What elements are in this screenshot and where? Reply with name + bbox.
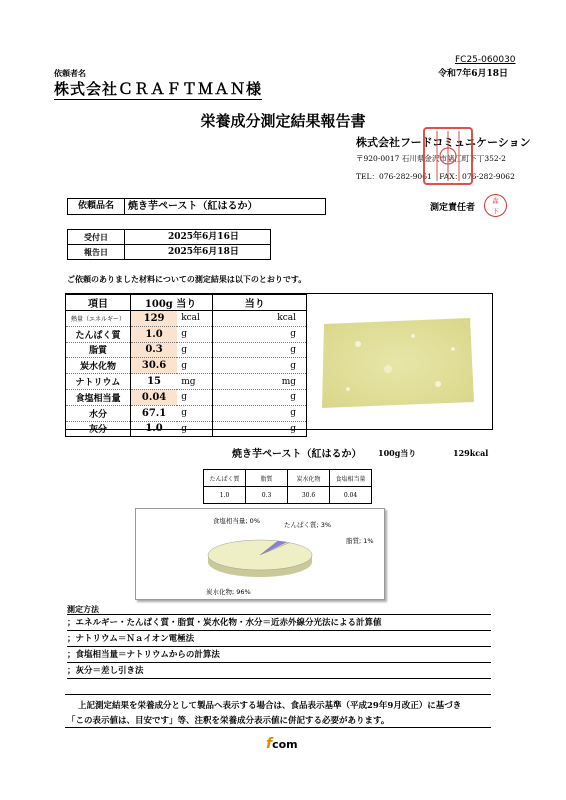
composition-table <box>203 469 372 504</box>
nutrient-value: 1.0 <box>130 326 177 342</box>
nutrition-row <box>66 311 307 327</box>
pie-chart <box>136 509 384 599</box>
document-number: FC25-060030 <box>455 55 516 65</box>
nutrient-unit-alt: kcal <box>213 311 307 327</box>
composition-header: 脂質 <box>246 470 288 487</box>
date-row-report <box>68 245 270 259</box>
report-label: 報告日 <box>68 245 125 259</box>
product-box <box>67 198 326 215</box>
nutrient-unit: g <box>177 405 213 421</box>
summary-per: 100g当り <box>378 448 417 458</box>
composition-header: 食塩相当量 <box>330 470 372 487</box>
date-row-received <box>68 230 270 245</box>
responsible-label: 測定責任者 <box>430 203 476 213</box>
method-item: ；灰分＝差し引き法 <box>67 664 491 679</box>
company-address: 〒920-0017 石川県金沢市諸江町下丁352-2 <box>356 154 506 163</box>
fcom-logo: fcom <box>266 736 298 752</box>
company-phone: TEL：076-282-9061 FAX：076-282-9062 <box>356 172 515 181</box>
nutrient-name: 熱量（エネルギー） <box>66 311 131 327</box>
requester-label: 依頼者名 <box>54 68 86 78</box>
method-item: ；エネルギー・たんぱく質・脂質・炭水化物・水分＝近赤外線分光法による計算値 <box>67 616 491 631</box>
composition-value-row <box>204 487 372 504</box>
nutrient-value: 0.3 <box>130 342 177 358</box>
nutrient-unit-alt: mg <box>213 374 307 390</box>
nutrient-unit: mg <box>177 374 213 390</box>
composition-header: 炭水化物 <box>288 470 330 487</box>
methods-divider <box>67 614 491 615</box>
nutrient-value: 0.04 <box>130 389 177 405</box>
nutrient-value: 67.1 <box>130 405 177 421</box>
product-photo <box>318 314 476 412</box>
responsible-seal <box>484 194 507 217</box>
composition-value: 0.04 <box>330 487 372 504</box>
page-title: 栄養成分測定結果報告書 <box>200 112 366 130</box>
responsible-seal-name: 森下 <box>492 197 499 215</box>
nutrient-name: たんぱく質 <box>66 326 131 342</box>
paste-photo-icon <box>318 314 476 412</box>
notes-divider <box>65 694 491 695</box>
nutrient-unit: g <box>177 342 213 358</box>
nutrition-row <box>66 405 307 421</box>
product-label: 依頼品名 <box>68 199 125 214</box>
company-name: 株式会社フードコミュニケーション <box>356 136 531 149</box>
nutrient-value: 30.6 <box>130 358 177 374</box>
nutrient-name: 水分 <box>66 405 131 421</box>
summary-kcal: 129kcal <box>453 448 489 458</box>
nutrient-value: 129 <box>130 311 177 327</box>
nutrient-unit-alt: g <box>213 342 307 358</box>
company-seal-icon <box>425 129 471 183</box>
composition-value: 30.6 <box>288 487 330 504</box>
pie-label: たんぱく質; 3% <box>284 521 332 529</box>
composition-value: 1.0 <box>204 487 246 504</box>
nutrient-value: 1.0 <box>130 421 177 437</box>
nutrient-name: 炭水化物 <box>66 358 131 374</box>
composition-value: 0.3 <box>246 487 288 504</box>
dates-box <box>67 229 271 260</box>
nutrient-unit-alt: g <box>213 326 307 342</box>
pie-label: 脂質; 1% <box>346 537 374 545</box>
nutrient-name: ナトリウム <box>66 374 131 390</box>
note-line: 上記測定結果を栄養成分として製品へ表示する場合は、食品表示基準（平成29年9月改正）に基づき <box>78 701 462 711</box>
summary-product: 焼き芋ペースト（紅はるか） <box>232 449 362 460</box>
nutrient-name: 脂質 <box>66 342 131 358</box>
requester-name: 株式会社ＣＲＡＦＴＭＡＮ様 <box>54 80 263 98</box>
pie-label: 食塩相当量; 0% <box>212 517 260 525</box>
nutrient-unit: g <box>177 389 213 405</box>
nutrition-row <box>66 374 307 390</box>
nutrition-row <box>66 342 307 358</box>
header-per100: 100g 当り <box>130 295 213 311</box>
nutrient-unit: g <box>177 358 213 374</box>
notes-bottom-divider <box>65 727 491 728</box>
pie-chart-frame <box>135 508 385 600</box>
nutrition-row <box>66 326 307 342</box>
pie-label: 炭水化物; 96% <box>206 588 251 596</box>
header-item: 項目 <box>66 295 131 311</box>
nutrient-unit: kcal <box>177 311 213 327</box>
note-line: 「この表示値は、目安です」等、注釈を栄養成分表示値に併記する必要があります。 <box>67 716 390 726</box>
nutrient-unit-alt: g <box>213 421 307 437</box>
method-item: ；食塩相当量＝ナトリウムからの計算法 <box>67 648 491 663</box>
nutrient-unit: g <box>177 326 213 342</box>
methods-title: 測定方法 <box>67 604 99 614</box>
nutrient-name: 食塩相当量 <box>66 389 131 405</box>
company-seal <box>423 127 473 185</box>
nutrient-unit-alt: g <box>213 358 307 374</box>
nutrient-value: 15 <box>130 374 177 390</box>
nutrient-name: 灰分 <box>66 421 131 437</box>
nutrition-row <box>66 358 307 374</box>
nutrition-table <box>65 294 307 437</box>
product-name: 焼き芋ペースト（紅はるか） <box>128 201 258 212</box>
intro-text: ご依頼のありました材料についての測定結果は以下のとおりです。 <box>67 274 307 284</box>
pie-slice <box>208 540 312 570</box>
composition-header-row <box>204 470 372 487</box>
nutrition-row <box>66 421 307 437</box>
nutrient-unit-alt: g <box>213 389 307 405</box>
header-per2: 当り <box>213 295 307 311</box>
nutrient-unit-alt: g <box>213 405 307 421</box>
nutrition-header-row <box>66 295 307 311</box>
report-date: 2025年6月18日 <box>168 247 239 257</box>
received-date: 2025年6月16日 <box>168 232 239 242</box>
document-date: 令和7年6月18日 <box>438 69 509 79</box>
received-label: 受付日 <box>68 230 125 244</box>
nutrition-row <box>66 389 307 405</box>
method-item: ；ナトリウム＝Ｎａイオン電極法 <box>67 632 491 647</box>
composition-header: たんぱく質 <box>204 470 246 487</box>
nutrient-unit: g <box>177 421 213 437</box>
